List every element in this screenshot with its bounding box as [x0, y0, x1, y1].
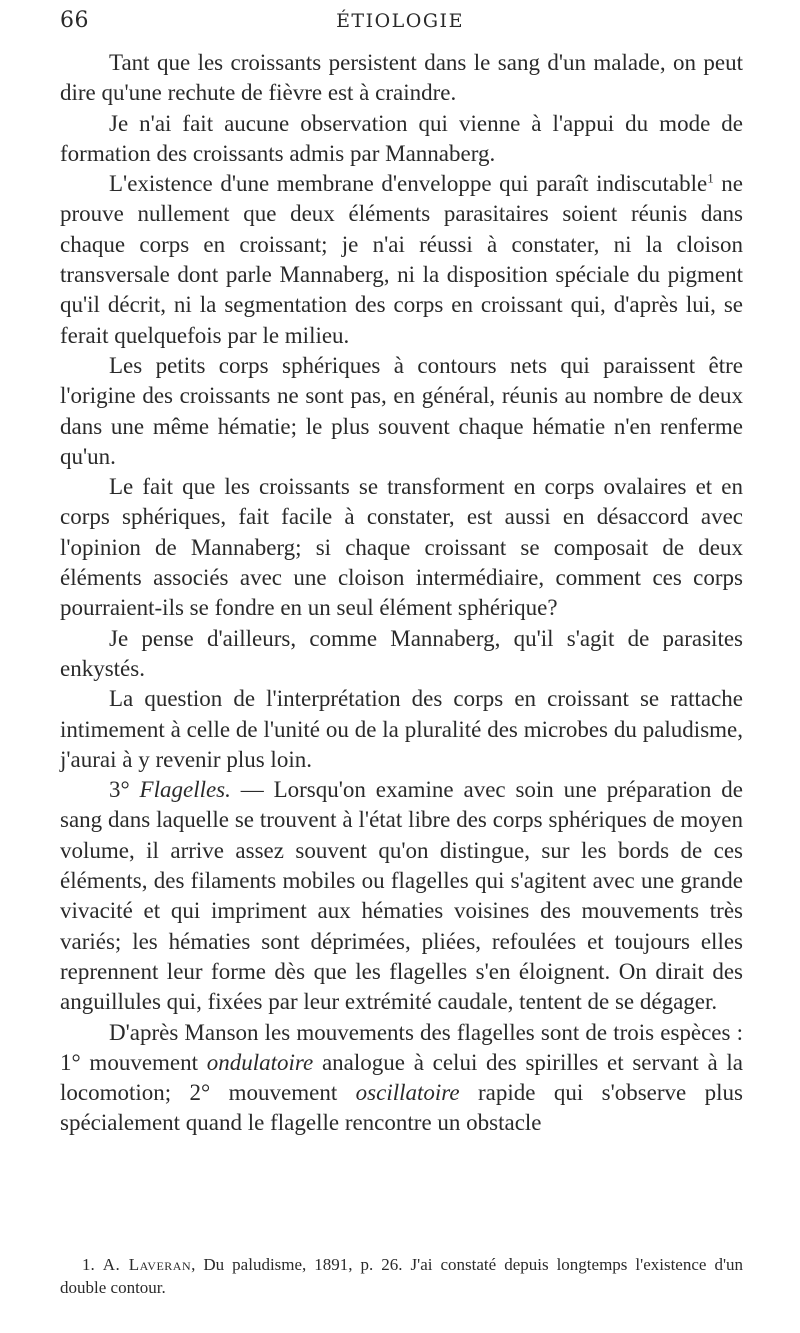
footnote-ref: 1 [707, 170, 714, 186]
paragraph: La question de l'interprétation des corps en croissant se rattache intimement à celle de l'unité ou de la pluralité des microbes du paludisme, j'aurai à y revenir plus loin. [60, 686, 743, 772]
paragraph: Je pense d'ailleurs, comme Mannaberg, qu'il s'agit de parasites enkystés. [60, 625, 743, 681]
footnote-author: A. Laveran [102, 1255, 192, 1274]
footnote: 1. A. Laveran, Du paludisme, 1891, p. 26. J'ai constaté depuis longtemps l'existence d'un double contour. [60, 1255, 744, 1297]
paragraph: Je n'ai fait aucune observation qui vienne à l'appui du mode de formation des croissants admis par Mannaberg. [60, 110, 743, 166]
paragraph: 3° Flagelles. — Lorsqu'on examine avec soin une préparation de sang dans laquelle se trouvent à l'état libre des corps sphériques de moyen volume, il arrive assez souvent qu'on distingue, sur les bords de ces éléments, des filaments mobiles ou flagelles qui s'agitent avec une grande vivacité et qui impriment aux hématies voisines des mouvements très variés; les hématies sont déprimées, pliées, refoulées et toujours elles reprennent leur forme dès que les flagelles s'en éloignent. On dirait des anguillules qui, fixées par leur extrémité caudale, tentent de se dégager. [60, 777, 743, 1015]
paragraph: Les petits corps sphériques à contours nets qui paraissent être l'origine des croissants ne sont pas, en général, réunis au nombre de deux dans une même hématie; le plus souvent chaque hématie n'en renferme qu'un. [60, 352, 743, 469]
paragraph: Le fait que les croissants se transforment en corps ovalaires et en corps sphériques, fait facile à constater, est aussi en désaccord avec l'opinion de Mannaberg; si chaque croissant se composait de deux éléments associés avec une cloison intermédiaire, comment ces corps pourraient-ils se fondre en un seul élément sphérique? [60, 474, 743, 621]
paragraph: L'existence d'une membrane d'enveloppe qui paraît indiscutable$^1$ ne prouve nullement que deux éléments parasitaires soient réunis dans chaque corps en croissant; je n'ai réussi à constater, ni la cloison transversale dont parle Mannaberg, ni la disposition spéciale du pigment qu'il décrit, ni la segmentation des corps en croissant qui, d'après lui, se ferait quelquefois par le milieu. [60, 170, 743, 348]
section-heading: Flagelles. [139, 777, 231, 803]
footnotes [60, 1253, 743, 1299]
running-head: ÉTIOLOGIE [336, 10, 464, 32]
page-number: 66 [60, 8, 89, 33]
paragraph: D'après Manson les mouvements des flagelles sont de trois espèces : 1° mouvement ondulatoire analogue à celui des spirilles et servant à la locomotion; 2° mouvement oscillatoire rapide qui s'observe plus spécialement quand le flagelle rencontre un obstacle [60, 1019, 743, 1136]
body-text [60, 48, 743, 1139]
paragraph: Tant que les croissants persistent dans le sang d'un malade, on peut dire qu'une rechute de fièvre est à craindre. [60, 50, 743, 106]
